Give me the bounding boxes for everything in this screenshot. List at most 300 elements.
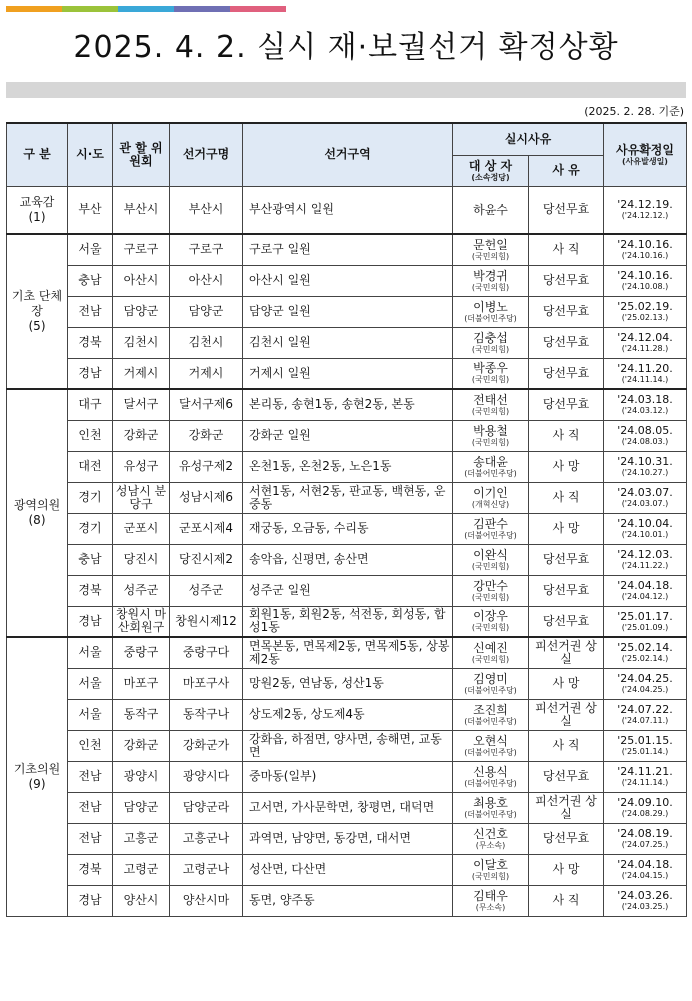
confirm-date: '24.10.16. <box>617 238 673 252</box>
district-name-cell: 달서구제6 <box>170 389 243 420</box>
table-row <box>7 544 687 575</box>
category-count: (9) <box>28 776 46 791</box>
header-reason: 사 유 <box>529 155 604 186</box>
category-count: (1) <box>28 209 46 224</box>
confirm-date: '25.02.19. <box>617 300 673 313</box>
confirm-date-cell <box>604 186 687 234</box>
reason-cell: 사 망 <box>529 854 604 885</box>
district-name-cell: 담양군라 <box>170 792 243 823</box>
target-name: 조진희 <box>473 702 508 717</box>
header-district-area: 선거구역 <box>243 123 453 186</box>
category-count: (8) <box>28 513 46 527</box>
target-name: 신건호 <box>473 826 508 841</box>
header-target-label: 대 상 자 <box>468 158 513 173</box>
committee-cell: 강화군 <box>113 420 170 451</box>
target-cell <box>453 606 529 637</box>
target-party: (국민의힘) <box>471 375 510 385</box>
district-area-cell: 상도제2동, 상도제4동 <box>243 699 453 730</box>
target-cell <box>453 186 529 234</box>
target-party: (국민의힘) <box>471 251 510 261</box>
sido-cell: 경남 <box>68 885 113 916</box>
district-area-cell: 동면, 양주동 <box>243 885 453 916</box>
confirm-date: '24.08.19. <box>617 827 673 840</box>
confirm-date-cell <box>604 389 687 420</box>
header-target-note: (소속정당) <box>471 172 510 182</box>
table-row <box>7 265 687 296</box>
target-name: 김판수 <box>473 516 508 531</box>
reason-cell: 사 망 <box>529 513 604 544</box>
confirm-date: '25.01.17. <box>617 609 673 623</box>
district-name-cell: 아산시 <box>170 265 243 296</box>
confirm-date-cell <box>604 234 687 265</box>
confirm-date: '24.12.03. <box>617 548 673 561</box>
header-target <box>453 155 529 186</box>
sido-cell: 전남 <box>68 761 113 792</box>
header-committee: 관 할 위원회 <box>113 123 170 186</box>
confirm-date-cell <box>604 327 687 358</box>
color-strip-segment <box>230 6 286 12</box>
committee-cell: 동작구 <box>113 699 170 730</box>
target-cell <box>453 792 529 823</box>
target-cell <box>453 761 529 792</box>
district-area-cell: 김천시 일원 <box>243 327 453 358</box>
district-area-cell: 송악읍, 신평면, 송산면 <box>243 544 453 575</box>
target-cell <box>453 389 529 420</box>
target-cell <box>453 234 529 265</box>
reason-cell: 사 망 <box>529 668 604 699</box>
confirm-date: '24.12.04. <box>617 331 673 344</box>
occurrence-date: ('24.04.15.) <box>621 871 669 880</box>
district-name-cell: 담양군 <box>170 296 243 327</box>
confirm-date-cell <box>604 482 687 513</box>
divider-bar <box>6 82 686 98</box>
table-row <box>7 761 687 792</box>
target-party: (더불어민주당) <box>464 685 517 695</box>
table-body <box>7 186 687 916</box>
table-row <box>7 327 687 358</box>
district-area-cell: 망원2동, 연남동, 성산1동 <box>243 668 453 699</box>
table-row <box>7 513 687 544</box>
target-party: (더불어민주당) <box>464 530 517 540</box>
confirm-date-cell <box>604 637 687 668</box>
occurrence-date: ('24.04.12.) <box>621 592 669 601</box>
district-name-cell: 성남시제6 <box>170 482 243 513</box>
header-sido: 시·도 <box>68 123 113 186</box>
reason-cell: 피선거권 상 실 <box>529 792 604 823</box>
category-label: 기초 단체장 <box>11 289 63 318</box>
target-name: 박경귀 <box>473 268 508 283</box>
district-area-cell: 과역면, 남양면, 동강면, 대서면 <box>243 823 453 854</box>
target-cell <box>453 327 529 358</box>
target-name: 신용식 <box>473 764 508 779</box>
target-cell <box>453 730 529 761</box>
header-confirm-date-label: 사유확정일 <box>616 142 674 157</box>
occurrence-date: ('24.10.01.) <box>621 530 669 539</box>
page-title: 2025. 4. 2. 실시 재·보궐선거 확정상황 <box>73 30 619 65</box>
district-name-cell: 강화군 <box>170 420 243 451</box>
committee-cell: 유성구 <box>113 451 170 482</box>
occurrence-date: ('25.01.09.) <box>621 622 669 632</box>
confirm-date-cell <box>604 544 687 575</box>
target-cell <box>453 513 529 544</box>
confirm-date-cell <box>604 265 687 296</box>
confirm-date: '24.09.10. <box>617 796 673 809</box>
district-name-cell: 중랑구다 <box>170 637 243 668</box>
target-party: (더불어민주당) <box>464 313 517 323</box>
confirm-date: '24.11.20. <box>617 361 673 375</box>
reference-date-note: (2025. 2. 28. 기준) <box>584 105 684 118</box>
district-area-cell: 재궁동, 오금동, 수리동 <box>243 513 453 544</box>
confirm-date: '24.10.16. <box>617 269 673 282</box>
confirm-date: '24.03.07. <box>617 486 673 499</box>
confirm-date-cell <box>604 420 687 451</box>
district-name-cell: 거제시 <box>170 358 243 389</box>
target-name: 이병노 <box>473 299 508 314</box>
committee-cell: 담양군 <box>113 296 170 327</box>
confirm-date-cell <box>604 358 687 389</box>
sido-cell: 대전 <box>68 451 113 482</box>
table-row <box>7 358 687 389</box>
category-count: (5) <box>28 319 46 333</box>
color-strip-segment <box>118 6 174 12</box>
district-area-cell: 중마동(일부) <box>243 761 453 792</box>
district-area-cell: 강화군 일원 <box>243 420 453 451</box>
district-name-cell: 강화군가 <box>170 730 243 761</box>
occurrence-date: ('24.03.25.) <box>621 902 669 911</box>
sido-cell: 경북 <box>68 575 113 606</box>
district-area-cell: 온천1동, 온천2동, 노은1동 <box>243 451 453 482</box>
committee-cell: 고령군 <box>113 854 170 885</box>
sido-cell: 전남 <box>68 792 113 823</box>
reason-cell: 피선거권 상 실 <box>529 637 604 668</box>
sido-cell: 인천 <box>68 420 113 451</box>
table-row <box>7 606 687 637</box>
district-name-cell: 구로구 <box>170 234 243 265</box>
target-cell <box>453 823 529 854</box>
occurrence-date: ('24.11.28.) <box>621 344 669 353</box>
sido-cell: 전남 <box>68 296 113 327</box>
reason-cell: 사 직 <box>529 482 604 513</box>
target-name: 김태우 <box>473 888 508 903</box>
target-party: (더불어민주당) <box>464 747 517 757</box>
target-cell <box>453 854 529 885</box>
table-row <box>7 482 687 513</box>
occurrence-date: ('24.10.16.) <box>621 251 669 261</box>
confirm-date-cell <box>604 761 687 792</box>
target-name: 박종우 <box>473 361 508 376</box>
target-name: 이장우 <box>473 609 508 624</box>
reason-cell: 사 망 <box>529 451 604 482</box>
table-row <box>7 451 687 482</box>
district-name-cell: 당진시제2 <box>170 544 243 575</box>
table-row <box>7 296 687 327</box>
sido-cell: 인천 <box>68 730 113 761</box>
reason-cell: 당선무효 <box>529 327 604 358</box>
sido-cell: 경북 <box>68 854 113 885</box>
sido-cell: 서울 <box>68 234 113 265</box>
district-area-cell: 성주군 일원 <box>243 575 453 606</box>
confirm-date-cell <box>604 668 687 699</box>
target-party: (개혁신당) <box>471 499 510 509</box>
reason-cell: 당선무효 <box>529 823 604 854</box>
target-party: (더불어민주당) <box>464 809 517 819</box>
occurrence-date: ('24.12.12.) <box>621 211 669 221</box>
target-party: (국민의힘) <box>471 561 510 571</box>
reason-cell: 당선무효 <box>529 265 604 296</box>
confirm-date-cell <box>604 513 687 544</box>
district-name-cell: 김천시 <box>170 327 243 358</box>
confirm-date-cell <box>604 823 687 854</box>
committee-cell: 성주군 <box>113 575 170 606</box>
sido-cell: 충남 <box>68 544 113 575</box>
color-strip-segment <box>174 6 230 12</box>
category-cell <box>7 389 68 637</box>
confirm-date-cell <box>604 606 687 637</box>
target-name: 오현식 <box>473 733 508 748</box>
committee-cell: 마포구 <box>113 668 170 699</box>
category-label: 교육감 <box>19 194 55 209</box>
header-district-name: 선거구명 <box>170 123 243 186</box>
occurrence-date: ('25.02.13.) <box>621 313 669 322</box>
table-row <box>7 730 687 761</box>
sido-cell: 서울 <box>68 668 113 699</box>
target-name: 전태선 <box>473 392 508 407</box>
sido-cell: 경북 <box>68 327 113 358</box>
target-cell <box>453 296 529 327</box>
confirm-date-cell <box>604 885 687 916</box>
target-party: (국민의힘) <box>471 871 510 881</box>
confirm-date: '24.10.31. <box>617 455 673 468</box>
district-name-cell: 창원시제12 <box>170 606 243 637</box>
committee-cell: 부산시 <box>113 186 170 234</box>
committee-cell: 거제시 <box>113 358 170 389</box>
target-name: 문헌일 <box>473 237 508 252</box>
target-party: (국민의힘) <box>471 406 510 416</box>
occurrence-date: ('24.08.29.) <box>621 809 669 818</box>
district-name-cell: 동작구나 <box>170 699 243 730</box>
district-area-cell: 강화읍, 하점면, 양사면, 송해면, 교동면 <box>243 730 453 761</box>
target-name: 이기인 <box>473 485 508 500</box>
reason-cell: 사 직 <box>529 420 604 451</box>
committee-cell: 강화군 <box>113 730 170 761</box>
table-row <box>7 575 687 606</box>
target-name: 송대윤 <box>473 454 508 469</box>
committee-cell: 구로구 <box>113 234 170 265</box>
table-row <box>7 234 687 265</box>
target-cell <box>453 699 529 730</box>
reason-cell: 피선거권 상 실 <box>529 699 604 730</box>
color-strip-segment <box>6 6 62 12</box>
district-area-cell: 고서면, 가사문학면, 창평면, 대덕면 <box>243 792 453 823</box>
committee-cell: 아산시 <box>113 265 170 296</box>
target-cell <box>453 265 529 296</box>
target-name: 김영미 <box>473 671 508 686</box>
district-name-cell: 고령군나 <box>170 854 243 885</box>
target-name: 박용철 <box>473 423 508 438</box>
target-name: 이달호 <box>473 857 508 872</box>
confirm-date-cell <box>604 296 687 327</box>
district-name-cell: 군포시제4 <box>170 513 243 544</box>
district-area-cell: 거제시 일원 <box>243 358 453 389</box>
confirm-date: '24.10.04. <box>617 517 673 530</box>
confirm-date: '24.03.26. <box>617 889 673 902</box>
reason-cell: 당선무효 <box>529 544 604 575</box>
header-confirm-date <box>604 123 687 186</box>
target-party: (더불어민주당) <box>464 778 517 788</box>
sido-cell: 부산 <box>68 186 113 234</box>
occurrence-date: ('25.02.14.) <box>621 654 669 664</box>
table-row <box>7 420 687 451</box>
target-party: (무소속) <box>475 840 506 850</box>
target-party: (더불어민주당) <box>464 716 517 726</box>
occurrence-date: ('24.10.08.) <box>621 282 669 291</box>
target-cell <box>453 451 529 482</box>
target-cell <box>453 544 529 575</box>
confirm-date-cell <box>604 575 687 606</box>
district-area-cell: 담양군 일원 <box>243 296 453 327</box>
target-party: (국민의힘) <box>471 282 510 292</box>
category-label: 기초의원 <box>13 761 61 776</box>
district-area-cell: 아산시 일원 <box>243 265 453 296</box>
occurrence-date: ('24.08.03.) <box>621 437 669 446</box>
district-area-cell: 면목본동, 면목제2동, 면목제5동, 상봉제2동 <box>243 637 453 668</box>
reason-cell: 당선무효 <box>529 606 604 637</box>
reason-cell: 사 직 <box>529 234 604 265</box>
sido-cell: 충남 <box>68 265 113 296</box>
district-area-cell: 성산면, 다산면 <box>243 854 453 885</box>
election-table <box>6 122 687 917</box>
confirm-date: '25.01.15. <box>617 734 673 747</box>
table-row <box>7 854 687 885</box>
district-name-cell: 유성구제2 <box>170 451 243 482</box>
district-name-cell: 성주군 <box>170 575 243 606</box>
reason-cell: 당선무효 <box>529 389 604 420</box>
confirm-date-cell <box>604 451 687 482</box>
occurrence-date: ('24.03.12.) <box>621 406 669 416</box>
confirm-date: '24.07.22. <box>617 703 673 716</box>
target-party: (더불어민주당) <box>464 468 517 478</box>
committee-cell: 당진시 <box>113 544 170 575</box>
target-name: 김충섭 <box>473 330 508 345</box>
district-name-cell: 양산시마 <box>170 885 243 916</box>
target-name: 신예진 <box>473 640 508 655</box>
target-name: 강만수 <box>473 578 508 593</box>
sido-cell: 서울 <box>68 699 113 730</box>
table-row <box>7 792 687 823</box>
color-strip <box>6 6 286 12</box>
occurrence-date: ('24.07.11.) <box>621 716 669 725</box>
committee-cell: 김천시 <box>113 327 170 358</box>
confirm-date: '24.04.18. <box>617 579 673 592</box>
reason-cell: 당선무효 <box>529 186 604 234</box>
committee-cell: 고흥군 <box>113 823 170 854</box>
sido-cell: 경기 <box>68 513 113 544</box>
sido-cell: 경기 <box>68 482 113 513</box>
confirm-date-cell <box>604 699 687 730</box>
table-row <box>7 186 687 234</box>
target-party: (국민의힘) <box>471 437 510 447</box>
target-name: 최용호 <box>473 795 508 810</box>
confirm-date: '24.04.18. <box>617 858 673 871</box>
table-row <box>7 699 687 730</box>
reason-cell: 당선무효 <box>529 575 604 606</box>
confirm-date-cell <box>604 854 687 885</box>
district-name-cell: 부산시 <box>170 186 243 234</box>
color-strip-segment <box>62 6 118 12</box>
committee-cell: 광양시 <box>113 761 170 792</box>
sido-cell: 대구 <box>68 389 113 420</box>
table-row <box>7 668 687 699</box>
target-party: (국민의힘) <box>471 592 510 602</box>
target-party: (국민의힘) <box>471 654 510 664</box>
sido-cell: 서울 <box>68 637 113 668</box>
target-name: 이완식 <box>473 547 508 562</box>
reason-cell: 사 직 <box>529 885 604 916</box>
occurrence-date: ('24.11.14.) <box>621 374 669 384</box>
district-area-cell: 회원1동, 회원2동, 석전동, 회성동, 합성1동 <box>243 606 453 637</box>
confirm-date: '24.03.18. <box>617 393 673 407</box>
confirm-date: '24.04.25. <box>617 672 673 685</box>
district-name-cell: 고흥군나 <box>170 823 243 854</box>
target-cell <box>453 358 529 389</box>
sido-cell: 경남 <box>68 606 113 637</box>
category-cell <box>7 637 68 916</box>
target-cell <box>453 420 529 451</box>
target-cell <box>453 575 529 606</box>
category-cell <box>7 186 68 234</box>
target-party: (국민의힘) <box>471 623 510 633</box>
district-area-cell: 구로구 일원 <box>243 234 453 265</box>
occurrence-date: ('24.11.14.) <box>621 778 669 787</box>
confirm-date-cell <box>604 730 687 761</box>
table-row <box>7 885 687 916</box>
reason-cell: 당선무효 <box>529 296 604 327</box>
confirm-date: '25.02.14. <box>617 641 673 655</box>
reason-cell: 당선무효 <box>529 358 604 389</box>
committee-cell: 양산시 <box>113 885 170 916</box>
target-cell <box>453 885 529 916</box>
occurrence-date: ('25.01.14.) <box>621 747 669 756</box>
committee-cell: 성남시 분당구 <box>113 482 170 513</box>
target-cell <box>453 668 529 699</box>
target-party: (무소속) <box>475 902 506 912</box>
target-party: (국민의힘) <box>471 344 510 354</box>
table-row <box>7 637 687 668</box>
committee-cell: 담양군 <box>113 792 170 823</box>
confirm-date: '24.12.19. <box>617 198 673 212</box>
committee-cell: 중랑구 <box>113 637 170 668</box>
occurrence-date: ('24.10.27.) <box>621 468 669 477</box>
district-name-cell: 광양시다 <box>170 761 243 792</box>
committee-cell: 창원시 마산회원구 <box>113 606 170 637</box>
occurrence-date: ('24.11.22.) <box>621 561 669 570</box>
header-category: 구 분 <box>7 123 68 186</box>
confirm-date: '24.08.05. <box>617 424 673 437</box>
committee-cell: 달서구 <box>113 389 170 420</box>
occurrence-date: ('24.07.25.) <box>621 840 669 849</box>
target-cell <box>453 482 529 513</box>
sido-cell: 전남 <box>68 823 113 854</box>
target-name: 하윤수 <box>473 202 508 217</box>
sido-cell: 경남 <box>68 358 113 389</box>
target-cell <box>453 637 529 668</box>
district-area-cell: 부산광역시 일원 <box>243 186 453 234</box>
district-area-cell: 본리동, 송현1동, 송현2동, 본동 <box>243 389 453 420</box>
district-area-cell: 서현1동, 서현2동, 판교동, 백현동, 운중동 <box>243 482 453 513</box>
occurrence-date: ('24.04.25.) <box>621 685 669 694</box>
district-name-cell: 마포구사 <box>170 668 243 699</box>
occurrence-date: ('24.03.07.) <box>621 499 669 508</box>
